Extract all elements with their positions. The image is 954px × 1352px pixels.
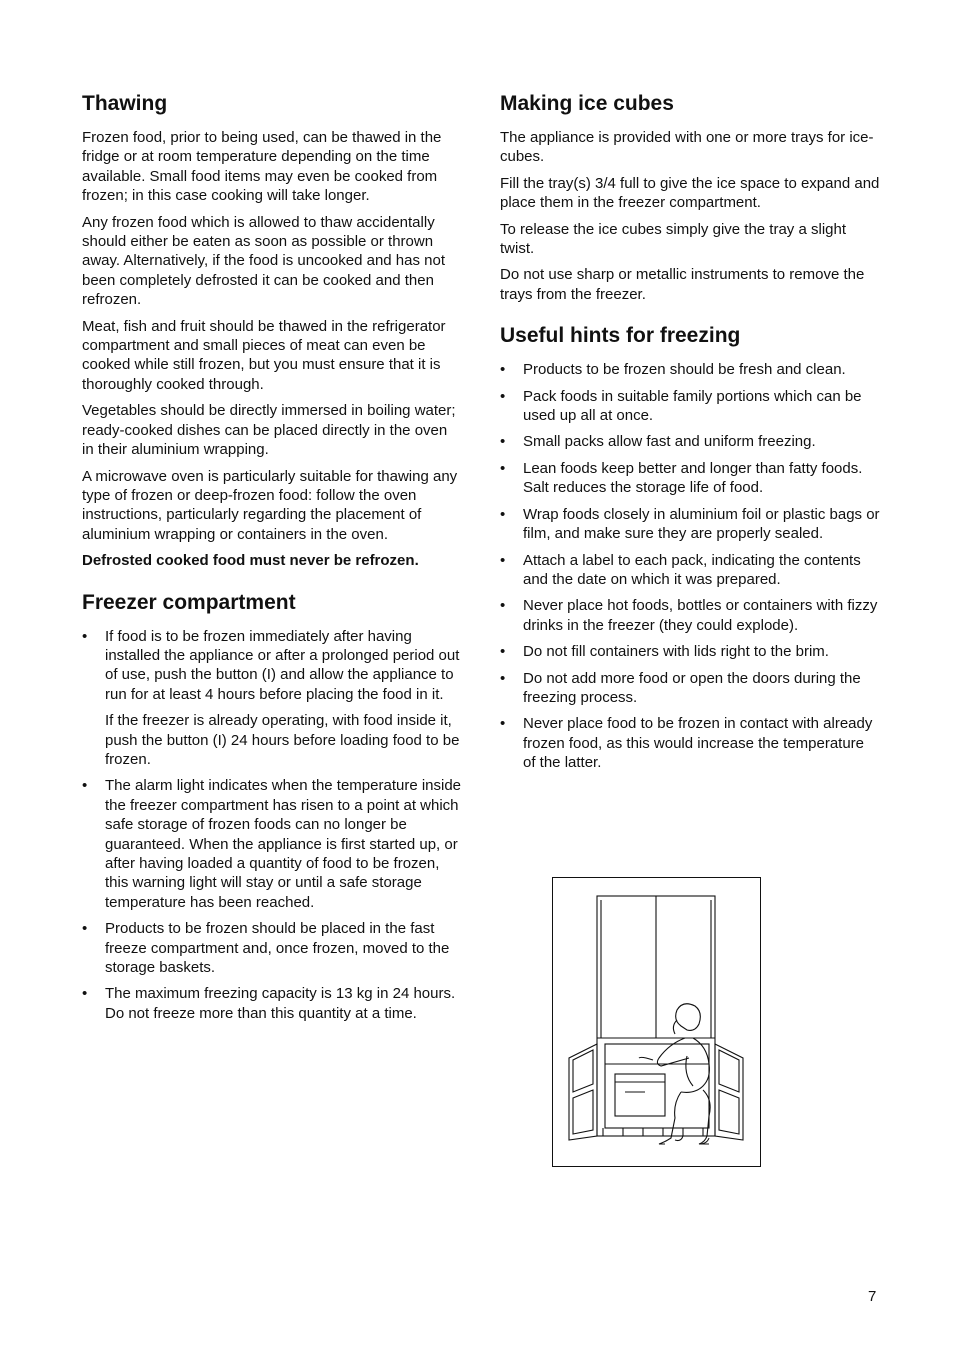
ice-section xyxy=(500,90,880,304)
list-item xyxy=(500,642,880,661)
page-number: 7 xyxy=(868,1288,877,1305)
bullet: • xyxy=(500,551,506,569)
woman-head xyxy=(676,1004,701,1031)
list-item-text: The maximum freezing capacity is 13 kg in 24 hours. Do not freeze more than this quantity at a time. xyxy=(105,985,456,1022)
right-column xyxy=(500,90,880,791)
list-item-text: Do not add more food or open the doors during the freezing process. xyxy=(523,669,861,706)
ice-paragraph: Do not use sharp or metallic instruments to remove the trays from the freezer. xyxy=(500,266,865,303)
left-column xyxy=(82,90,462,1041)
freezer-list xyxy=(82,627,462,1024)
woman-at-freezer-drawing xyxy=(553,878,760,1166)
freezer-illustration xyxy=(552,877,761,1167)
list-item xyxy=(500,360,880,379)
list-item-text: If food is to be frozen immediately after having installed the appliance or after a prolonged period out of use, push the button (I) and allow the appliance to run for at least 4 hours before placing the food in it. xyxy=(105,627,460,703)
hints-section xyxy=(500,322,880,772)
list-item-text: Products to be frozen should be placed in the fast freeze compartment and, once frozen, moved to the storage baskets. xyxy=(105,920,450,977)
list-item-text: The alarm light indicates when the temperature inside the freezer compartment has risen to a point at which safe storage of frozen foods can no longer be guaranteed. When the appliance is first started up, or after having loaded a quantity of food to be frozen, this warning light will stay or until a safe storage temperature has been reached. xyxy=(105,777,462,911)
refreeze-warning: Defrosted cooked food must never be refrozen. xyxy=(82,552,419,570)
bullet: • xyxy=(82,985,88,1003)
thawing-heading: Thawing xyxy=(82,92,168,115)
list-item xyxy=(82,984,462,1023)
ice-paragraph: The appliance is provided with one or more trays for ice-cubes. xyxy=(500,129,874,166)
list-item xyxy=(500,551,880,590)
bullet: • xyxy=(82,920,88,938)
list-item-text: Lean foods keep better and longer than fatty foods. Salt reduces the storage life of food. xyxy=(523,459,863,497)
bullet: • xyxy=(500,669,506,687)
list-item xyxy=(82,776,462,912)
bullet: • xyxy=(82,777,88,795)
list-item xyxy=(500,505,880,544)
list-item-text: Products to be frozen should be fresh and clean. xyxy=(523,361,846,379)
ice-paragraph: To release the ice cubes simply give the tray a slight twist. xyxy=(500,220,847,258)
thawing-paragraph: Meat, fish and fruit should be thawed in the refrigerator compartment and small pieces of meat can even be cooked while still frozen, but you must ensure that it is thoroughly cooked through. xyxy=(82,317,446,393)
list-item xyxy=(82,627,462,770)
thawing-paragraph: Vegetables should be directly immersed in boiling water; ready-cooked dishes can be placed directly in the oven in their aluminium wrapping. xyxy=(82,402,456,459)
freezer-basket xyxy=(615,1074,665,1116)
hints-heading: Useful hints for freezing xyxy=(500,324,741,348)
list-item xyxy=(82,919,462,977)
list-item-text: Never place food to be frozen in contact with already frozen food, as this would increase the temperature of the latter. xyxy=(523,715,873,772)
list-item-text: Small packs allow fast and uniform freezing. xyxy=(523,433,816,451)
bullet: • xyxy=(500,597,506,615)
list-item xyxy=(500,669,880,708)
bullet: • xyxy=(82,627,88,645)
thawing-section xyxy=(82,90,462,571)
bullet: • xyxy=(500,459,506,477)
list-item-text: Do not fill containers with lids right to the brim. xyxy=(523,643,829,661)
list-item xyxy=(500,459,880,498)
list-item-text: Attach a label to each pack, indicating the contents and the date on which it was prepared. xyxy=(523,551,861,588)
list-item xyxy=(500,714,880,772)
list-item-text: Pack foods in suitable family portions which can be used up all at once. xyxy=(523,387,862,425)
bullet: • xyxy=(500,505,506,523)
bullet: • xyxy=(500,433,506,451)
ice-heading: Making ice cubes xyxy=(500,92,674,115)
list-item xyxy=(500,432,880,451)
freezer-heading: Freezer compartment xyxy=(82,590,296,614)
thawing-paragraph: Frozen food, prior to being used, can be thawed in the fridge or at room temperature depending on the time available. Small food items may even be cooked from frozen; in this case cooking will take longer. xyxy=(82,129,442,205)
bullet: • xyxy=(500,715,506,733)
bullet: • xyxy=(500,643,506,661)
list-item xyxy=(500,596,880,635)
thawing-paragraph: A microwave oven is particularly suitable for thawing any type of frozen or deep-frozen food: follow the oven instructions, particularly regarding the placement of aluminium wrapping or containers in the oven. xyxy=(82,467,458,543)
bullet: • xyxy=(500,361,506,379)
list-item xyxy=(500,387,880,426)
hints-list xyxy=(500,360,880,772)
list-item-text: Never place hot foods, bottles or containers with fizzy drinks in the freezer (they could explode). xyxy=(523,597,878,634)
list-item-text: If the freezer is already operating, with food inside it, push the button (I) 24 hours before loading food to be frozen. xyxy=(105,712,460,768)
ice-paragraph: Fill the tray(s) 3/4 full to give the ice space to expand and place them in the freezer compartment. xyxy=(500,174,880,212)
list-item-text: Wrap foods closely in aluminium foil or plastic bags or film, and make sure they are properly sealed. xyxy=(523,505,880,543)
bullet: • xyxy=(500,387,506,405)
freezer-section xyxy=(82,589,462,1024)
thawing-paragraph: Any frozen food which is allowed to thaw accidentally should either be eaten as soon as possible or thrown away. Alternatively, if the food is uncooked and has not been completely defrosted it can be cooked and then refrozen. xyxy=(82,213,446,309)
